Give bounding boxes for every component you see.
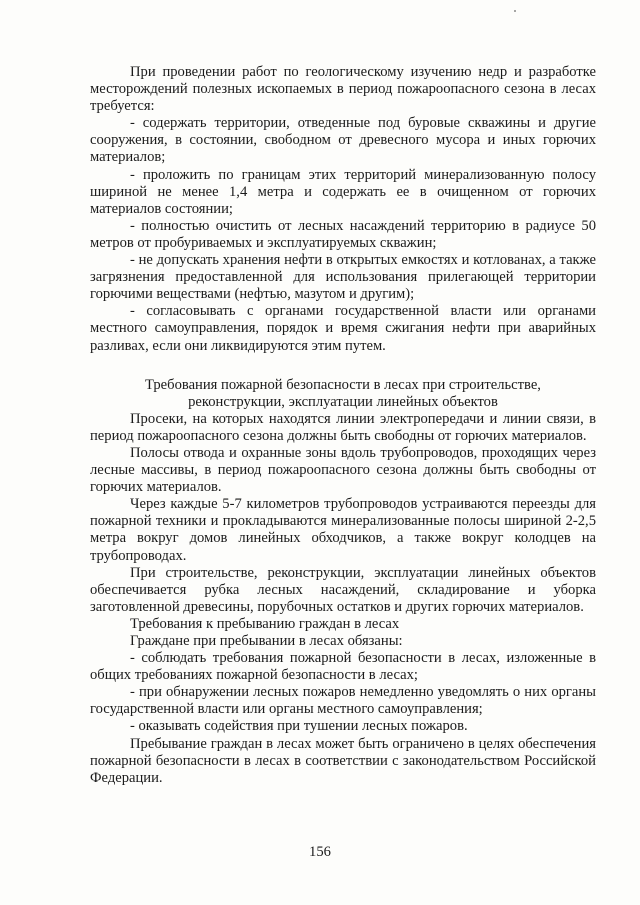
subheading-citizens: Требования к пребыванию граждан в лесах — [130, 615, 400, 632]
list-item-coordinate-burning: - согласовывать с органами государственной власти или органами местного самоуправления, порядок и время сжигания нефти при аварийных разливах, если они ликвидируются этим путем. — [90, 303, 596, 354]
paragraph-closing: Пребывание граждан в лесах может быть ограничено в целях обеспечения пожарной безопасности в лесах в соответствии с законодательством Российской Федерации. — [90, 735, 596, 786]
document-body — [90, 64, 596, 787]
page-number: 156 — [309, 844, 331, 860]
list-item-mineralized-strip: - проложить по границам этих территорий минерализованную полосу шириной не менее 1,4 метра и содержать ее в очищенном от горючих материалов состоянии; — [90, 166, 596, 217]
list-item-maintain-territory: - содержать территории, отведенные под буровые скважины и другие сооружения, в состоянии, свободном от древесного мусора и иных горючих материалов; — [90, 115, 596, 166]
paragraph-construction: При строительстве, реконструкции, эксплуатации линейных объектов обеспечивается рубка лесных насаждений, складирование и уборка заготовленной древесины, порубочных остатков и других горючих материалов. — [90, 564, 596, 615]
paragraph-citizens-obliged: Граждане при пребывании в лесах обязаны: — [130, 633, 403, 649]
scan-speck — [514, 10, 516, 12]
list-item-oil-storage: - не допускать хранения нефти в открытых емкостях и котлованах, а также загрязнения предоставленной для использования прилегающей территории горючими веществами (нефтью, мазутом и другим); — [90, 252, 596, 303]
paragraph-clearings: Просеки, на которых находятся линии электропередачи и линии связи, в период пожароопасного сезона должны быть свободны от горючих материалов. — [90, 410, 596, 444]
paragraph-intro: При проведении работ по геологическому изучению недр и разработке месторождений полезных ископаемых в период пожароопасного сезона в лесах требуется: — [90, 64, 596, 115]
list-item-clear-radius: - полностью очистить от лесных насаждений территорию в радиусе 50 метров от пробуриваемых и эксплуатируемых скважин; — [90, 217, 596, 251]
citizen-item-assist: - оказывать содействия при тушении лесных пожаров. — [130, 718, 468, 735]
section-heading: Требования пожарной безопасности в лесах при строительстве, реконструкции, эксплуатации линейных объектов — [145, 376, 541, 410]
paragraph-crossings: Через каждые 5-7 километров трубопроводов устраиваются переезды для пожарной техники и прокладываются минерализованные полосы шириной 2-2,5 метра вокруг домов линейных обходчиков, а также вокруг колодцев на трубопроводах. — [90, 496, 596, 564]
citizen-item-report: - при обнаружении лесных пожаров немедленно уведомлять о них органы государственной власти или органы местного самоуправления; — [90, 684, 596, 718]
paragraph-pipeline-zones: Полосы отвода и охранные зоны вдоль трубопроводов, проходящих через лесные массивы, в период пожароопасного сезона должны быть свободны от горючих материалов. — [90, 444, 596, 496]
citizen-item-comply: - соблюдать требования пожарной безопасности в лесах, изложенные в общих требованиях пожарной безопасности в лесах; — [90, 650, 596, 684]
